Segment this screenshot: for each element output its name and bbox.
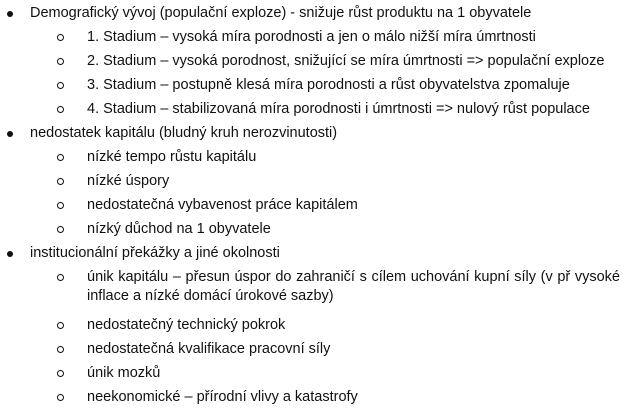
sub-item-text: nedostatečná kvalifikace pracovní síly: [87, 341, 331, 357]
sub-item-text: nízký důchod na 1 obyvatele: [87, 221, 271, 237]
sub-item-text: 1. Stadium – vysoká míra porodnosti a jen o málo nižší míra úmrtnosti: [87, 29, 536, 45]
bullet-icon: [7, 251, 13, 257]
circle-bullet-icon: [57, 346, 64, 353]
circle-bullet-icon: [57, 82, 64, 89]
circle-bullet-icon: [57, 394, 64, 401]
sub-item-text: 3. Stadium – postupně klesá míra porodnosti a růst obyvatelstva zpomaluje: [87, 77, 570, 93]
sub-item-text: únik kapitálu – přesun úspor do zahraničí s cílem uchování kupní síly (v př vysoké inflace a nízké domácí úrokové sazby): [87, 269, 620, 304]
circle-bullet-icon: [57, 178, 64, 185]
sub-item-text: nedostatečná vybavenost práce kapitálem: [87, 197, 358, 213]
circle-bullet-icon: [57, 322, 64, 329]
sub-item-text: 4. Stadium – stabilizovaná míra porodnosti i úmrtnosti => nulový růst populace: [87, 101, 590, 117]
bullet-icon: [7, 131, 13, 137]
circle-bullet-icon: [57, 370, 64, 377]
sub-item-text: nízké tempo růstu kapitálu: [87, 149, 257, 165]
sub-item: [0, 268, 626, 308]
bullet-text: nedostatek kapitálu (bludný kruh nerozvinutosti): [30, 125, 338, 141]
circle-bullet-icon: [57, 106, 64, 113]
sub-item-text: 2. Stadium – vysoká porodnost, snižující se míra úmrtnosti => populační exploze: [87, 53, 605, 69]
bullet-icon: [7, 11, 13, 17]
circle-bullet-icon: [57, 202, 64, 209]
sub-item-text: neekonomické – přírodní vlivy a katastrofy: [87, 389, 358, 405]
circle-bullet-icon: [57, 274, 64, 281]
sub-item-text: nedostatečný technický pokrok: [87, 317, 286, 333]
bullet-text: institucionální překážky a jiné okolnosti: [30, 245, 280, 261]
sub-item-text: únik mozků: [87, 365, 161, 381]
circle-bullet-icon: [57, 34, 64, 41]
bullet-text: Demografický vývoj (populační exploze) - snižuje růst produktu na 1 obyvatele: [30, 5, 532, 21]
circle-bullet-icon: [57, 154, 64, 161]
circle-bullet-icon: [57, 226, 64, 233]
sub-item-text: nízké úspory: [87, 173, 170, 189]
circle-bullet-icon: [57, 58, 64, 65]
